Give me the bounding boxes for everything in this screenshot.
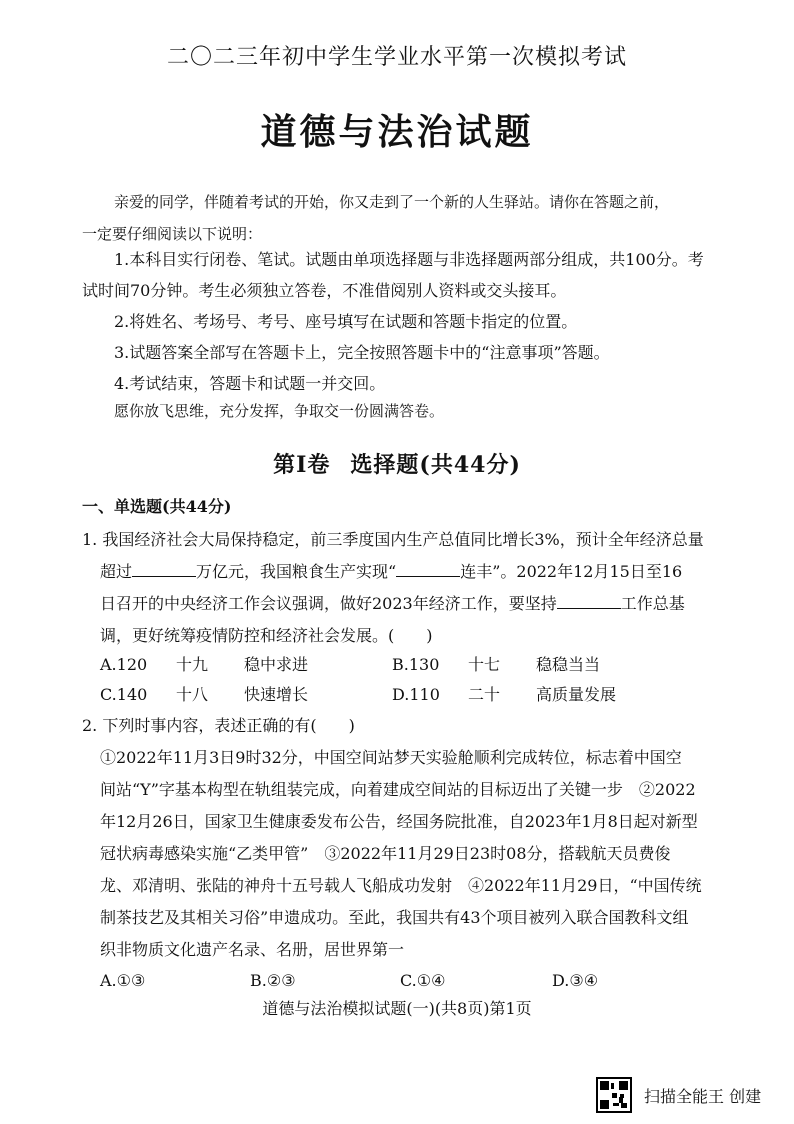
option-text: 稳稳当当 (536, 655, 601, 674)
question-text: 调，更好统筹疫情防控和经济社会发展。( ) (100, 626, 433, 645)
option-text: 十七 (468, 655, 501, 674)
question-number: 1. (82, 530, 98, 549)
wish-text: 愿你放飞思维，充分发挥，争取交一份圆满答卷。 (114, 402, 445, 420)
answer-blank (396, 558, 460, 577)
instructions-list (82, 244, 712, 399)
option-text: 高质量发展 (536, 685, 617, 704)
option-label: B.130 (392, 655, 440, 674)
question-text: 工作总基 (620, 594, 685, 613)
answer-blank (132, 558, 196, 577)
question-text: ①2022年11月3日9时32分，中国空间站梦天实验舱顺利完成转位，标志着中国空 (100, 748, 682, 767)
instruction-item: 4.考试结束，答题卡和试题一并交回。 (114, 374, 386, 393)
question-text: 冠状病毒感染实施“乙类甲管” ③2022年11月29日23时08分，搭载航天员费俊 (100, 844, 671, 863)
section-name: 选择题(共44分) (350, 452, 521, 478)
question-text: 间站“Y”字基本构型在轨组装完成，向着建成空间站的目标迈出了关键一步 ②2022 (100, 780, 696, 799)
answer-blank (557, 590, 621, 609)
question-text: 日召开的中央经济工作会议强调，做好2023年经济工作，要坚持 (100, 594, 557, 613)
intro-text (82, 186, 712, 250)
option-text: 快速增长 (244, 685, 309, 704)
scanner-watermark (596, 1075, 761, 1115)
option-text: 十九 (176, 655, 209, 674)
intro-line-2: 一定要仔细阅读以下说明： (82, 225, 263, 243)
question-text: 织非物质文化遗产名录、名册，居世界第一 (100, 940, 405, 959)
option-text: 二十 (468, 685, 501, 704)
section-part: 第Ⅰ卷 (273, 452, 331, 478)
question-2 (82, 710, 722, 966)
question-text: 年12月26日，国家卫生健康委发布公告，经国务院批准，自2023年1月8日起对新型 (100, 812, 698, 831)
option-label: A.120 (100, 655, 148, 674)
option-label: D.③④ (552, 971, 599, 990)
page-title: 道德与法治试题 (260, 111, 534, 153)
intro-line-1: 亲爱的同学，伴随着考试的开始，你又走到了一个新的人生驿站。请你在答题之前， (114, 193, 670, 211)
option-text: 十八 (176, 685, 209, 704)
question-text: 超过 (100, 562, 133, 581)
question-text: 下列时事内容，表述正确的有( ) (102, 716, 355, 735)
instruction-item: 1.本科目实行闭卷、笔试。试题由单项选择题与非选择题两部分组成，共100分。考试时间70分钟。考生必须独立答卷，不准借阅别人资料或交头接耳。 (82, 250, 704, 300)
question-text: 万亿元，我国粮食生产实现“ (196, 562, 397, 581)
sub-heading: 一、单选题(共44分) (82, 497, 232, 516)
page-footer: 道德与法治模拟试题(一)(共8页)第1页 (262, 999, 532, 1018)
exam-name: 二〇二三年初中学生学业水平第一次模拟考试 (166, 45, 627, 70)
question-1 (82, 524, 722, 652)
instruction-item: 2.将姓名、考场号、考号、座号填写在试题和答题卡指定的位置。 (114, 312, 578, 331)
option-label: C.140 (100, 685, 148, 704)
option-label: B.②③ (250, 971, 296, 990)
question-text: 龙、邓清明、张陆的神舟十五号载人飞船成功发射 ④2022年11月29日，“中国传统 (100, 876, 702, 895)
qr-code-icon (596, 1077, 632, 1113)
option-label: D.110 (392, 685, 440, 704)
scanner-label: 扫描全能王 创建 (644, 1086, 762, 1106)
option-label: A.①③ (100, 971, 146, 990)
question-text: 制茶技艺及其相关习俗”申遗成功。至此，我国共有43个项目被列入联合国教科文组 (100, 908, 689, 927)
question-text: 连丰”。2022年12月15日至16 (460, 562, 683, 581)
option-text: 稳中求进 (244, 655, 309, 674)
instruction-item: 3.试题答案全部写在答题卡上，完全按照答题卡中的“注意事项”答题。 (114, 343, 610, 362)
section-title (0, 448, 794, 479)
question-text: 我国经济社会大局保持稳定，前三季度国内生产总值同比增长3%，预计全年经济总量 (102, 530, 704, 549)
question-number: 2. (82, 716, 98, 735)
option-label: C.①④ (400, 971, 446, 990)
